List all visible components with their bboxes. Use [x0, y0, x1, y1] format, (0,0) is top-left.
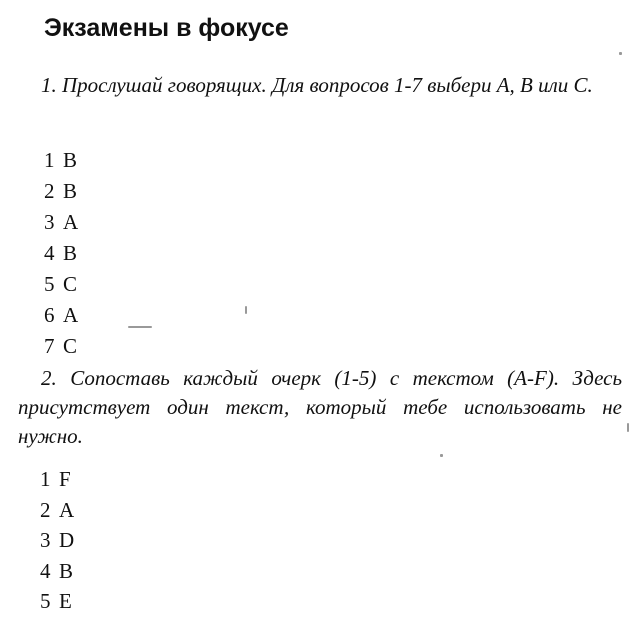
answer-letter: E — [59, 589, 72, 613]
answer-number: 5 — [40, 589, 51, 613]
answer-item — [40, 495, 74, 526]
answer-number: 2 — [40, 497, 51, 522]
answer-number: 7 — [44, 334, 55, 358]
scan-speck — [245, 306, 247, 314]
answer-number: 3 — [44, 210, 55, 234]
answer-letter: B — [59, 558, 74, 583]
scan-speck — [619, 52, 622, 55]
answer-letter: В — [63, 179, 78, 203]
task-1-answer-list — [44, 145, 78, 362]
answer-number: 3 — [40, 528, 51, 552]
answer-item — [44, 176, 78, 207]
answer-letter: С — [63, 272, 78, 296]
answer-letter: А — [63, 303, 79, 327]
task-2-instruction: 2. Сопоставь каждый очерк (1-5) с текстом (A-F). Здесь присутствует один текст, который тебе использовать не нужно. — [18, 366, 622, 448]
scan-speck — [128, 326, 152, 328]
answer-item — [44, 145, 78, 176]
answer-item — [40, 464, 74, 495]
scan-speck — [627, 423, 629, 432]
answer-number: 1 — [44, 148, 55, 172]
answer-number: 5 — [44, 272, 55, 296]
answer-letter: А — [63, 210, 79, 234]
answer-number: 2 — [44, 179, 55, 203]
task-2-answer-list — [40, 464, 74, 617]
answer-letter: С — [63, 334, 78, 358]
answer-item — [40, 586, 74, 617]
scan-speck — [440, 454, 443, 457]
answer-item — [44, 207, 78, 238]
answer-item — [44, 269, 78, 300]
answer-number: 6 — [44, 303, 55, 327]
answer-number: 4 — [44, 241, 55, 265]
answer-letter: A — [59, 497, 75, 522]
answer-letter: F — [59, 467, 71, 491]
task-1-instruction: 1. Прослушай говорящих. Для вопросов 1-7 выбери А, В или С. — [41, 73, 593, 97]
answer-number: 1 — [40, 467, 51, 491]
answer-item — [44, 331, 78, 362]
page-title: Экзамены в фокусе — [44, 14, 289, 42]
answer-item — [40, 525, 74, 556]
answer-item — [44, 300, 78, 331]
answer-item — [44, 238, 78, 269]
answer-letter: D — [59, 528, 75, 552]
answer-item — [40, 556, 74, 587]
answer-letter: В — [63, 148, 78, 172]
answer-letter: В — [63, 241, 78, 265]
answer-number: 4 — [40, 558, 51, 583]
